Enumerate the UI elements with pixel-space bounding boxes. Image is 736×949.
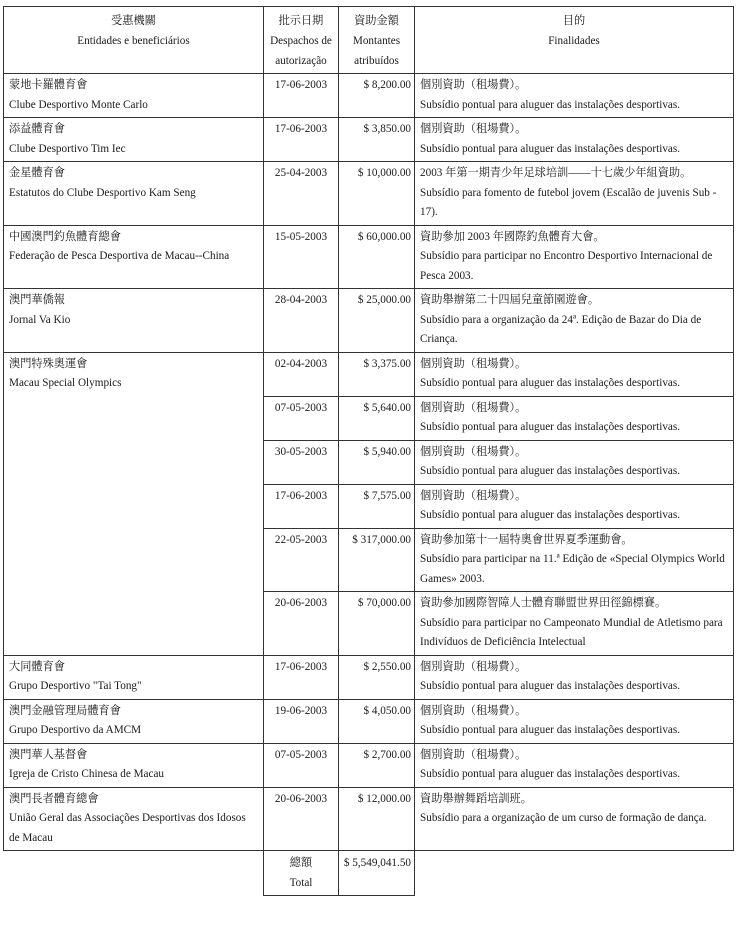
table-row: [4, 74, 734, 118]
amount-cell: $ 8,200.00: [339, 74, 415, 118]
header-entities: [4, 7, 264, 74]
amount-cell: $ 70,000.00: [339, 592, 415, 656]
purpose-zh: 個別資助（租場費）。: [420, 123, 527, 135]
entity-name-pt: Federação de Pesca Desportiva de Macau--China: [9, 250, 230, 262]
entity-name-zh: 澳門特殊奧運會: [9, 357, 88, 370]
amount-cell: $ 2,700.00: [339, 743, 415, 787]
entity-name-zh: 添益體育會: [9, 123, 65, 135]
header-date-zh: 批示日期: [278, 15, 324, 27]
purpose-pt: Subsídio pontual para aluguer das instalações desportivas.: [420, 768, 681, 780]
table-row: [4, 352, 734, 396]
entity-cell: [4, 162, 264, 226]
purpose-pt: Subsídio pontual para aluguer das instalações desportivas.: [420, 421, 681, 433]
amount-cell: $ 3,850.00: [339, 118, 415, 162]
purpose-cell: [415, 289, 734, 353]
purpose-cell: [415, 655, 734, 699]
date-cell: 17-06-2003: [264, 655, 339, 699]
amount-cell: $ 7,575.00: [339, 484, 415, 528]
header-date-pt2: autorização: [275, 55, 327, 67]
header-date-pt1: Despachos de: [270, 35, 332, 47]
amount-cell: $ 10,000.00: [339, 162, 415, 226]
header-row: [4, 7, 734, 74]
amount-cell: $ 4,050.00: [339, 699, 415, 743]
purpose-zh: 個別資助（租場費）。: [420, 704, 527, 717]
total-label-zh: 總額: [289, 857, 313, 869]
entity-cell: [4, 74, 264, 118]
purpose-cell: [415, 699, 734, 743]
purpose-zh: 資助參加國際智障人士體育聯盟世界田徑錦標賽。: [420, 597, 667, 609]
entity-name-pt: Macau Special Olympics: [9, 377, 122, 389]
header-date: [264, 7, 339, 74]
entity-cell: [4, 699, 264, 743]
table-row: [4, 743, 734, 787]
header-amount-zh: 資助金額: [354, 15, 399, 27]
purpose-cell: [415, 484, 734, 528]
purpose-zh: 個別資助（租場費）。: [420, 79, 527, 91]
date-cell: 20-06-2003: [264, 592, 339, 656]
entity-name-pt: Grupo Desportivo "Tai Tong": [9, 680, 142, 692]
total-amount-cell: $ 5,549,041.50: [339, 851, 415, 896]
entity-name-pt: Clube Desportivo Tim Iec: [9, 142, 126, 155]
entity-cell: [4, 225, 264, 289]
amount-cell: $ 5,640.00: [339, 396, 415, 440]
total-spacer-left: [4, 851, 264, 896]
date-cell: 20-06-2003: [264, 787, 339, 851]
table-row: [4, 118, 734, 162]
purpose-cell: [415, 743, 734, 787]
purpose-cell: [415, 74, 734, 118]
purpose-pt: Subsídio pontual para aluguer das instalações desportivas.: [420, 465, 681, 477]
header-entities-pt: Entidades e beneficiários: [77, 35, 190, 47]
date-cell: 28-04-2003: [264, 289, 339, 353]
entity-name-pt: Estatutos do Clube Desportivo Kam Seng: [9, 186, 196, 199]
purpose-pt: Subsídio pontual para aluguer das instalações desportivas.: [420, 98, 681, 111]
purpose-zh: 個別資助（租場費）。: [420, 489, 527, 502]
table-row: [4, 162, 734, 226]
date-cell: 07-05-2003: [264, 743, 339, 787]
subsidy-table: [3, 6, 734, 896]
date-cell: 22-05-2003: [264, 528, 339, 592]
date-cell: 30-05-2003: [264, 440, 339, 484]
entity-name-zh: 蒙地卡羅體育會: [9, 79, 88, 91]
entity-name-pt: Igreja de Cristo Chinesa de Macau: [9, 768, 165, 780]
amount-cell: $ 60,000.00: [339, 225, 415, 289]
entity-name-pt: Jornal Va Kio: [9, 313, 71, 326]
entity-cell: [4, 743, 264, 787]
table-row: [4, 225, 734, 289]
purpose-pt: Subsídio para a organização da 24ª. Edição de Bazar do Dia de Criança.: [420, 313, 702, 345]
purpose-pt: Subsídio para participar no Encontro Desportivo Internacional de Pesca 2003.: [420, 250, 713, 282]
purpose-pt: Subsídio pontual para aluguer das instalações desportivas.: [420, 142, 681, 155]
purpose-cell: [415, 162, 734, 226]
purpose-zh: 個別資助（租場費）。: [420, 660, 527, 673]
entity-name-zh: 金星體育會: [9, 167, 65, 179]
purpose-cell: [415, 440, 734, 484]
header-entities-zh: 受惠機關: [111, 15, 156, 27]
purpose-zh: 個別資助（租場費）。: [420, 357, 527, 370]
date-cell: 07-05-2003: [264, 396, 339, 440]
entity-cell: [4, 118, 264, 162]
total-spacer-right: [415, 851, 734, 896]
header-amount: [339, 7, 415, 74]
purpose-zh: 2003 年第一期青少年足球培訓——十七歲少年組資助。: [420, 167, 692, 179]
total-label-cell: [264, 851, 339, 896]
table-row: [4, 699, 734, 743]
purpose-cell: [415, 118, 734, 162]
date-cell: 17-06-2003: [264, 484, 339, 528]
header-amount-pt1: Montantes: [352, 35, 401, 47]
entity-cell: [4, 787, 264, 851]
purpose-pt: Subsídio para participar no Campeonato Mundial de Atletismo para Indivíduos de Deficiência Intelectual: [420, 616, 723, 648]
entity-name-pt: Clube Desportivo Monte Carlo: [9, 98, 148, 111]
header-purpose-pt: Finalidades: [548, 35, 600, 47]
purpose-zh: 資助參加第十一屆特奧會世界夏季運動會。: [420, 533, 633, 546]
total-label-pt: Total: [289, 877, 313, 889]
entity-name-pt: Grupo Desportivo da AMCM: [9, 724, 142, 736]
amount-cell: $ 317,000.00: [339, 528, 415, 592]
entity-cell: [4, 289, 264, 353]
entity-name-zh: 澳門金融管理局體育會: [9, 704, 121, 717]
date-cell: 17-06-2003: [264, 74, 339, 118]
amount-cell: $ 3,375.00: [339, 352, 415, 396]
table-row: [4, 655, 734, 699]
purpose-cell: [415, 592, 734, 656]
purpose-zh: 個別資助（租場費）。: [420, 445, 527, 458]
header-purpose: [415, 7, 734, 74]
entity-name-pt: União Geral das Associações Desportivas dos Idosos de Macau: [9, 812, 246, 844]
purpose-cell: [415, 787, 734, 851]
entity-name-zh: 中國澳門釣魚體育總會: [9, 230, 121, 243]
table-row: [4, 289, 734, 353]
purpose-pt: Subsídio pontual para aluguer das instalações desportivas.: [420, 509, 681, 521]
entity-name-zh: 大同體育會: [9, 660, 65, 673]
header-amount-pt2: atribuídos: [354, 55, 399, 67]
purpose-zh: 資助舉辦舞蹈培訓班。: [420, 792, 532, 805]
purpose-zh: 個別資助（租場費）。: [420, 401, 527, 414]
purpose-cell: [415, 396, 734, 440]
date-cell: 25-04-2003: [264, 162, 339, 226]
amount-cell: $ 12,000.00: [339, 787, 415, 851]
purpose-pt: Subsídio pontual para aluguer das instalações desportivas.: [420, 680, 681, 692]
table-row: [4, 787, 734, 851]
purpose-pt: Subsídio para fomento de futebol jovem (Escalão de juvenis Sub - 17).: [420, 186, 717, 218]
purpose-cell: [415, 528, 734, 592]
entity-name-zh: 澳門長者體育總會: [9, 792, 99, 805]
purpose-zh: 資助舉辦第二十四屆兒童節園遊會。: [420, 294, 600, 306]
amount-cell: $ 2,550.00: [339, 655, 415, 699]
date-cell: 17-06-2003: [264, 118, 339, 162]
purpose-zh: 個別資助（租場費）。: [420, 748, 527, 761]
date-cell: 02-04-2003: [264, 352, 339, 396]
purpose-pt: Subsídio para participar na 11.ª Edição de «Special Olympics World Games» 2003.: [420, 553, 725, 585]
purpose-zh: 資助參加 2003 年國際釣魚體育大會。: [420, 230, 605, 243]
date-cell: 15-05-2003: [264, 225, 339, 289]
total-row: [4, 851, 734, 896]
entity-name-zh: 澳門華僑報: [9, 294, 65, 306]
header-purpose-zh: 目的: [562, 15, 586, 27]
entity-cell: [4, 352, 264, 655]
entity-cell: [4, 655, 264, 699]
entity-name-zh: 澳門華人基督會: [9, 748, 88, 761]
date-cell: 19-06-2003: [264, 699, 339, 743]
purpose-pt: Subsídio pontual para aluguer das instalações desportivas.: [420, 724, 681, 736]
purpose-pt: Subsídio pontual para aluguer das instalações desportivas.: [420, 377, 681, 389]
purpose-cell: [415, 225, 734, 289]
amount-cell: $ 25,000.00: [339, 289, 415, 353]
purpose-cell: [415, 352, 734, 396]
amount-cell: $ 5,940.00: [339, 440, 415, 484]
purpose-pt: Subsídio para a organização de um curso de formação de dança.: [420, 812, 707, 824]
